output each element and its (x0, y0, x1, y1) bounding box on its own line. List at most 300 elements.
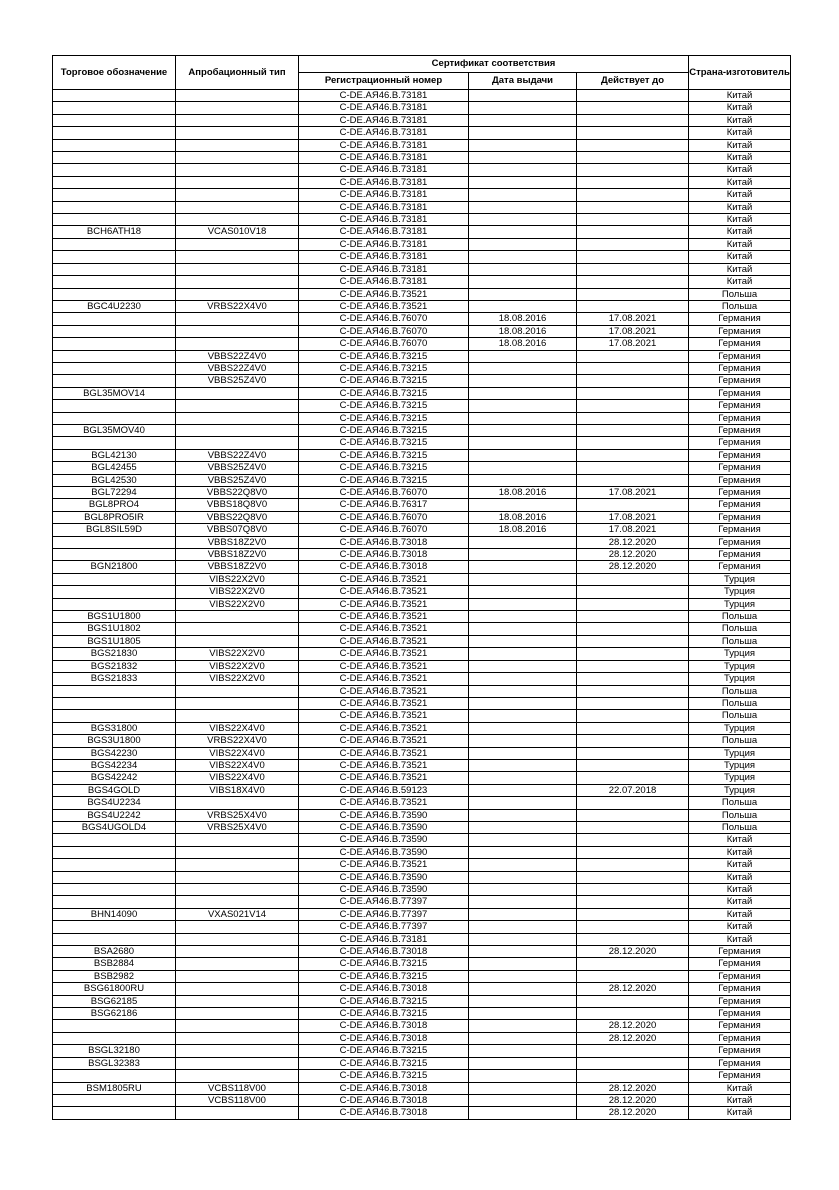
header-valid-until: Действует до (577, 73, 689, 90)
cell-valid-until (577, 635, 689, 647)
cell-trade-name: BSGL32383 (53, 1057, 176, 1069)
cell-reg-number: C-DE.АЯ46.В.76070 (299, 524, 469, 536)
cell-country: Германия (689, 536, 791, 548)
cell-country: Германия (689, 449, 791, 461)
cell-approval-type (176, 313, 299, 325)
cell-valid-until (577, 114, 689, 126)
cell-country: Германия (689, 387, 791, 399)
header-country: Страна-изготовитель (689, 56, 791, 90)
cell-issue-date (469, 449, 577, 461)
cell-issue-date: 18.08.2016 (469, 338, 577, 350)
cell-valid-until (577, 412, 689, 424)
cell-issue-date (469, 611, 577, 623)
cell-issue-date (469, 710, 577, 722)
cell-issue-date: 18.08.2016 (469, 524, 577, 536)
cell-valid-until (577, 387, 689, 399)
cell-reg-number: C-DE.АЯ46.В.77397 (299, 908, 469, 920)
cell-trade-name (53, 685, 176, 697)
cell-trade-name (53, 400, 176, 412)
table-row (53, 1008, 791, 1020)
cell-approval-type (176, 437, 299, 449)
cell-trade-name: BGS1U1800 (53, 611, 176, 623)
cell-trade-name: BCH6ATH18 (53, 226, 176, 238)
cell-valid-until (577, 449, 689, 461)
cell-country: Германия (689, 549, 791, 561)
cell-reg-number: C-DE.АЯ46.В.73181 (299, 139, 469, 151)
cell-issue-date (469, 214, 577, 226)
cell-approval-type (176, 896, 299, 908)
header-trade-name: Торговое обозначение (53, 56, 176, 90)
cell-issue-date (469, 797, 577, 809)
cell-country: Китай (689, 152, 791, 164)
cell-approval-type (176, 697, 299, 709)
cell-issue-date (469, 1008, 577, 1020)
table-row (53, 648, 791, 660)
header-certificate-group: Сертификат соответствия (299, 56, 689, 73)
cell-reg-number: C-DE.АЯ46.В.73215 (299, 350, 469, 362)
table-row (53, 238, 791, 250)
cell-approval-type (176, 400, 299, 412)
cell-country: Германия (689, 474, 791, 486)
cell-reg-number: C-DE.АЯ46.В.73215 (299, 958, 469, 970)
cell-reg-number: C-DE.АЯ46.В.73018 (299, 1107, 469, 1119)
table-row (53, 214, 791, 226)
cell-reg-number: C-DE.АЯ46.В.76070 (299, 313, 469, 325)
cell-issue-date (469, 102, 577, 114)
cell-country: Китай (689, 884, 791, 896)
cell-issue-date (469, 1032, 577, 1044)
cell-valid-until (577, 1070, 689, 1082)
cell-country: Польша (689, 797, 791, 809)
cell-valid-until (577, 611, 689, 623)
cell-reg-number: C-DE.АЯ46.В.73590 (299, 834, 469, 846)
cell-reg-number: C-DE.АЯ46.В.76070 (299, 511, 469, 523)
cell-issue-date (469, 623, 577, 635)
cell-approval-type: VRBS25X4V0 (176, 809, 299, 821)
cell-country: Германия (689, 561, 791, 573)
cell-reg-number: C-DE.АЯ46.В.73521 (299, 697, 469, 709)
cell-approval-type (176, 685, 299, 697)
cell-trade-name (53, 536, 176, 548)
cell-valid-until (577, 1057, 689, 1069)
cell-trade-name (53, 1020, 176, 1032)
table-row (53, 797, 791, 809)
cell-reg-number: C-DE.АЯ46.В.59123 (299, 784, 469, 796)
table-row (53, 387, 791, 399)
cell-issue-date (469, 462, 577, 474)
cell-issue-date (469, 412, 577, 424)
cell-valid-until (577, 722, 689, 734)
table-row (53, 623, 791, 635)
cell-issue-date (469, 648, 577, 660)
cell-valid-until (577, 400, 689, 412)
cell-valid-until: 28.12.2020 (577, 1107, 689, 1119)
cell-country: Германия (689, 1045, 791, 1057)
cell-approval-type: VCBS118V00 (176, 1082, 299, 1094)
table-row (53, 896, 791, 908)
cell-reg-number: C-DE.АЯ46.В.73521 (299, 573, 469, 585)
cell-valid-until (577, 437, 689, 449)
cell-issue-date (469, 772, 577, 784)
cell-issue-date (469, 983, 577, 995)
cell-approval-type (176, 338, 299, 350)
cell-country: Турция (689, 586, 791, 598)
cell-country: Германия (689, 400, 791, 412)
cell-reg-number: C-DE.АЯ46.В.73521 (299, 288, 469, 300)
cell-approval-type (176, 288, 299, 300)
cell-reg-number: C-DE.АЯ46.В.73521 (299, 300, 469, 312)
table-row (53, 288, 791, 300)
cell-approval-type: VIBS22X4V0 (176, 772, 299, 784)
cell-trade-name: BGS21833 (53, 673, 176, 685)
cell-issue-date (469, 114, 577, 126)
cell-reg-number: C-DE.АЯ46.В.73215 (299, 424, 469, 436)
table-row (53, 735, 791, 747)
cell-trade-name: BGS1U1805 (53, 635, 176, 647)
cell-valid-until (577, 697, 689, 709)
cell-issue-date (469, 809, 577, 821)
cell-trade-name: BGS3U1800 (53, 735, 176, 747)
cell-valid-until (577, 933, 689, 945)
cell-trade-name (53, 1107, 176, 1119)
cell-issue-date (469, 735, 577, 747)
cell-reg-number: C-DE.АЯ46.В.73521 (299, 685, 469, 697)
cell-country: Германия (689, 362, 791, 374)
cell-trade-name (53, 884, 176, 896)
cell-trade-name (53, 152, 176, 164)
cell-country: Турция (689, 573, 791, 585)
cell-reg-number: C-DE.АЯ46.В.73215 (299, 362, 469, 374)
cell-trade-name (53, 859, 176, 871)
cell-issue-date (469, 276, 577, 288)
cell-reg-number: C-DE.АЯ46.В.73181 (299, 201, 469, 213)
cell-trade-name: BGS42230 (53, 747, 176, 759)
cell-issue-date (469, 139, 577, 151)
cell-country: Турция (689, 673, 791, 685)
cell-issue-date (469, 362, 577, 374)
cell-reg-number: C-DE.АЯ46.В.73181 (299, 114, 469, 126)
cell-approval-type (176, 871, 299, 883)
cell-approval-type: VIBS22X2V0 (176, 598, 299, 610)
cell-country: Турция (689, 660, 791, 672)
table-row (53, 1082, 791, 1094)
cell-reg-number: C-DE.АЯ46.В.73590 (299, 809, 469, 821)
cell-issue-date (469, 946, 577, 958)
cell-valid-until (577, 462, 689, 474)
table-row (53, 598, 791, 610)
cell-issue-date (469, 474, 577, 486)
cell-reg-number: C-DE.АЯ46.В.73215 (299, 437, 469, 449)
cell-approval-type (176, 635, 299, 647)
table-row (53, 635, 791, 647)
table-row (53, 362, 791, 374)
cell-country: Германия (689, 499, 791, 511)
cell-reg-number: C-DE.АЯ46.В.76070 (299, 487, 469, 499)
cell-issue-date (469, 90, 577, 102)
cell-issue-date (469, 549, 577, 561)
cell-trade-name: BGS4U2242 (53, 809, 176, 821)
cell-reg-number: C-DE.АЯ46.В.73018 (299, 561, 469, 573)
cell-issue-date (469, 251, 577, 263)
table-row (53, 561, 791, 573)
cell-issue-date (469, 871, 577, 883)
cell-country: Китай (689, 1107, 791, 1119)
cell-approval-type (176, 1032, 299, 1044)
cell-issue-date (469, 598, 577, 610)
cell-reg-number: C-DE.АЯ46.В.73181 (299, 164, 469, 176)
cell-country: Польша (689, 685, 791, 697)
cell-reg-number: C-DE.АЯ46.В.73521 (299, 635, 469, 647)
cell-valid-until (577, 648, 689, 660)
cell-reg-number: C-DE.АЯ46.В.73521 (299, 859, 469, 871)
cell-issue-date (469, 673, 577, 685)
cell-reg-number: C-DE.АЯ46.В.73018 (299, 536, 469, 548)
cell-trade-name: BSG61800RU (53, 983, 176, 995)
cell-country: Китай (689, 201, 791, 213)
cell-valid-until (577, 375, 689, 387)
cell-country: Китай (689, 1082, 791, 1094)
cell-approval-type: VRBS22X4V0 (176, 735, 299, 747)
cell-issue-date (469, 1082, 577, 1094)
cell-valid-until (577, 1008, 689, 1020)
cell-reg-number: C-DE.АЯ46.В.73181 (299, 263, 469, 275)
cell-trade-name (53, 189, 176, 201)
cell-issue-date: 18.08.2016 (469, 325, 577, 337)
table-row (53, 263, 791, 275)
cell-issue-date (469, 1020, 577, 1032)
cell-country: Польша (689, 809, 791, 821)
cell-issue-date (469, 375, 577, 387)
cell-country: Китай (689, 921, 791, 933)
cell-country: Германия (689, 958, 791, 970)
cell-issue-date (469, 201, 577, 213)
cell-issue-date (469, 300, 577, 312)
cell-approval-type: VIBS22X2V0 (176, 673, 299, 685)
cell-approval-type (176, 1057, 299, 1069)
cell-country: Германия (689, 946, 791, 958)
cell-trade-name: BGL8PRO4 (53, 499, 176, 511)
cell-approval-type (176, 139, 299, 151)
cell-trade-name: BGS42242 (53, 772, 176, 784)
cell-valid-until: 28.12.2020 (577, 946, 689, 958)
cell-valid-until (577, 474, 689, 486)
table-row (53, 313, 791, 325)
cell-approval-type: VBBS22Z4V0 (176, 449, 299, 461)
cell-valid-until (577, 772, 689, 784)
cell-approval-type (176, 834, 299, 846)
cell-trade-name (53, 139, 176, 151)
cell-approval-type (176, 958, 299, 970)
table-row (53, 189, 791, 201)
cell-trade-name: BGL42455 (53, 462, 176, 474)
cell-reg-number: C-DE.АЯ46.В.73521 (299, 710, 469, 722)
cell-approval-type (176, 611, 299, 623)
cell-issue-date (469, 288, 577, 300)
cell-trade-name: BGL8PRO5IR (53, 511, 176, 523)
cell-approval-type: VXAS021V14 (176, 908, 299, 920)
cell-reg-number: C-DE.АЯ46.В.73215 (299, 1008, 469, 1020)
table-row (53, 1020, 791, 1032)
cell-trade-name: BSM1805RU (53, 1082, 176, 1094)
cell-trade-name (53, 437, 176, 449)
cell-issue-date (469, 1070, 577, 1082)
cell-reg-number: C-DE.АЯ46.В.73181 (299, 251, 469, 263)
cell-country: Германия (689, 462, 791, 474)
cell-country: Германия (689, 313, 791, 325)
cell-country: Польша (689, 288, 791, 300)
table-row (53, 821, 791, 833)
cell-valid-until (577, 238, 689, 250)
cell-issue-date (469, 387, 577, 399)
cell-valid-until (577, 1045, 689, 1057)
cell-valid-until (577, 809, 689, 821)
cell-country: Турция (689, 784, 791, 796)
cell-country: Турция (689, 747, 791, 759)
table-body (53, 90, 791, 1120)
cell-reg-number: C-DE.АЯ46.В.76070 (299, 338, 469, 350)
cell-approval-type: VIBS18X4V0 (176, 784, 299, 796)
cell-trade-name (53, 201, 176, 213)
cell-country: Германия (689, 338, 791, 350)
cell-trade-name (53, 375, 176, 387)
cell-trade-name: BSG62185 (53, 995, 176, 1007)
cell-country: Германия (689, 1070, 791, 1082)
cell-issue-date: 18.08.2016 (469, 487, 577, 499)
cell-reg-number: C-DE.АЯ46.В.73215 (299, 995, 469, 1007)
cell-trade-name (53, 846, 176, 858)
cell-trade-name: BGL35MOV40 (53, 424, 176, 436)
table-row (53, 908, 791, 920)
cell-approval-type: VBBS25Z4V0 (176, 462, 299, 474)
cell-country: Германия (689, 1032, 791, 1044)
cell-trade-name (53, 288, 176, 300)
cell-reg-number: C-DE.АЯ46.В.73521 (299, 722, 469, 734)
cell-reg-number: C-DE.АЯ46.В.73521 (299, 611, 469, 623)
cell-trade-name: BGL42530 (53, 474, 176, 486)
cell-reg-number: C-DE.АЯ46.В.73521 (299, 797, 469, 809)
cell-reg-number: C-DE.АЯ46.В.73018 (299, 549, 469, 561)
cell-country: Китай (689, 114, 791, 126)
cell-reg-number: C-DE.АЯ46.В.73181 (299, 214, 469, 226)
cell-country: Германия (689, 437, 791, 449)
cell-issue-date (469, 821, 577, 833)
cell-issue-date (469, 921, 577, 933)
cell-trade-name: BGN21800 (53, 561, 176, 573)
cell-country: Германия (689, 1020, 791, 1032)
cell-reg-number: C-DE.АЯ46.В.77397 (299, 896, 469, 908)
cell-country: Китай (689, 871, 791, 883)
cell-trade-name (53, 573, 176, 585)
table-row (53, 834, 791, 846)
cell-issue-date (469, 995, 577, 1007)
table-row (53, 1070, 791, 1082)
cell-trade-name (53, 325, 176, 337)
table-row (53, 970, 791, 982)
cell-approval-type (176, 251, 299, 263)
cell-issue-date (469, 896, 577, 908)
cell-issue-date (469, 561, 577, 573)
table-row (53, 611, 791, 623)
cell-country: Китай (689, 834, 791, 846)
table-row (53, 164, 791, 176)
cell-country: Китай (689, 102, 791, 114)
table-row (53, 673, 791, 685)
cell-approval-type (176, 983, 299, 995)
cell-reg-number: C-DE.АЯ46.В.73521 (299, 660, 469, 672)
cell-issue-date (469, 660, 577, 672)
cell-reg-number: C-DE.АЯ46.В.76070 (299, 325, 469, 337)
cell-issue-date (469, 685, 577, 697)
cell-reg-number: C-DE.АЯ46.В.73590 (299, 846, 469, 858)
cell-approval-type (176, 238, 299, 250)
cell-trade-name (53, 921, 176, 933)
cell-issue-date: 18.08.2016 (469, 313, 577, 325)
cell-approval-type: VBBS22Q8V0 (176, 487, 299, 499)
table-row (53, 152, 791, 164)
cell-approval-type: VIBS22X2V0 (176, 660, 299, 672)
cell-reg-number: C-DE.АЯ46.В.73215 (299, 449, 469, 461)
cell-reg-number: C-DE.АЯ46.В.73181 (299, 127, 469, 139)
cell-reg-number: C-DE.АЯ46.В.73181 (299, 276, 469, 288)
cell-approval-type: VBBS18Z2V0 (176, 536, 299, 548)
cell-reg-number: C-DE.АЯ46.В.73521 (299, 586, 469, 598)
cell-valid-until: 28.12.2020 (577, 983, 689, 995)
cell-reg-number: C-DE.АЯ46.В.73018 (299, 1082, 469, 1094)
cell-valid-until (577, 834, 689, 846)
cell-valid-until (577, 896, 689, 908)
table-row (53, 1032, 791, 1044)
cell-reg-number: C-DE.АЯ46.В.73521 (299, 598, 469, 610)
cell-reg-number: C-DE.АЯ46.В.73018 (299, 1032, 469, 1044)
cell-country: Германия (689, 524, 791, 536)
table-row (53, 846, 791, 858)
cell-reg-number: C-DE.АЯ46.В.73181 (299, 90, 469, 102)
cell-approval-type: VBBS18Q8V0 (176, 499, 299, 511)
cell-trade-name (53, 586, 176, 598)
cell-valid-until (577, 598, 689, 610)
cell-valid-until (577, 995, 689, 1007)
cell-approval-type (176, 325, 299, 337)
cell-country: Турция (689, 648, 791, 660)
cell-trade-name (53, 238, 176, 250)
cell-reg-number: C-DE.АЯ46.В.77397 (299, 921, 469, 933)
cell-valid-until: 28.12.2020 (577, 561, 689, 573)
table-row (53, 350, 791, 362)
cell-valid-until (577, 747, 689, 759)
table-row (53, 114, 791, 126)
cell-valid-until (577, 251, 689, 263)
table-row (53, 127, 791, 139)
cell-approval-type (176, 846, 299, 858)
cell-approval-type: VIBS22X2V0 (176, 648, 299, 660)
header-issue-date: Дата выдачи (469, 73, 577, 90)
cell-approval-type (176, 710, 299, 722)
table-row (53, 772, 791, 784)
cell-country: Польша (689, 697, 791, 709)
cell-reg-number: C-DE.АЯ46.В.73215 (299, 387, 469, 399)
cell-country: Германия (689, 1057, 791, 1069)
cell-issue-date (469, 759, 577, 771)
cell-valid-until (577, 288, 689, 300)
cell-trade-name: BGL35MOV14 (53, 387, 176, 399)
cell-approval-type: VCAS010V18 (176, 226, 299, 238)
cell-trade-name: BGS21830 (53, 648, 176, 660)
cell-country: Германия (689, 325, 791, 337)
cell-reg-number: C-DE.АЯ46.В.73181 (299, 176, 469, 188)
table-row (53, 325, 791, 337)
cell-approval-type: VBBS22Q8V0 (176, 511, 299, 523)
cell-country: Польша (689, 710, 791, 722)
